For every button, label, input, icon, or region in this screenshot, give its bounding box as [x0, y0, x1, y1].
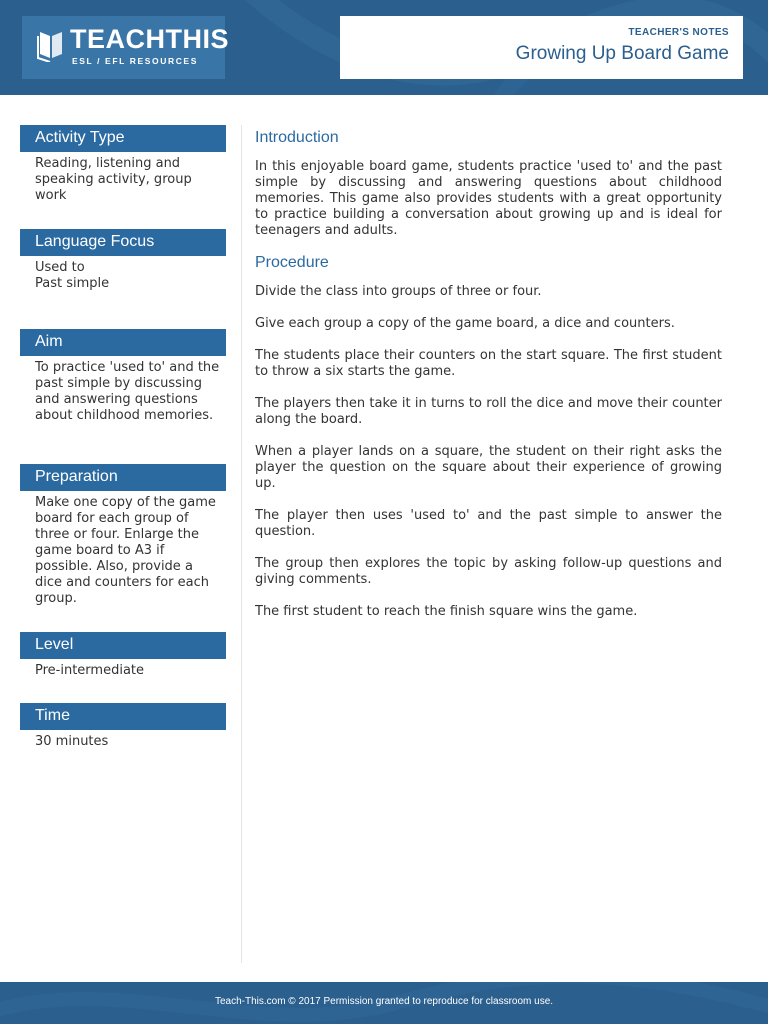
activity-type-section: [20, 125, 226, 229]
preparation-section: [20, 464, 226, 632]
section-heading: Level: [20, 632, 226, 659]
book-icon: [36, 28, 66, 62]
procedure-step: The students place their counters on the start square. The first student to throw a six starts the game.: [255, 348, 722, 379]
copyright-notice: Teach-This.com © 2017 Permission granted to reproduce for classroom use.: [214, 996, 554, 1007]
procedure-step: Give each group a copy of the game board, a dice and counters.: [255, 316, 675, 331]
introduction-heading: Introduction: [255, 129, 339, 146]
procedure-step: The player then uses 'used to' and the past simple to answer the question.: [255, 508, 722, 539]
section-heading: Activity Type: [20, 125, 226, 152]
list-item: Past simple: [35, 276, 110, 291]
title-panel: [340, 16, 743, 79]
section-list: [20, 256, 226, 329]
section-text: Make one copy of the game board for each group of three or four. Enlarge the game board to A3 if possible. Also, provide a dice and counters for each group.: [35, 495, 216, 606]
document-title: Growing Up Board Game: [515, 43, 729, 64]
aim-section: [20, 329, 226, 464]
section-text: To practice 'used to' and the past simple by discussing and answering questions about childhood memories.: [35, 360, 220, 423]
footer-banner: [0, 982, 768, 1024]
section-text: 30 minutes: [35, 734, 109, 749]
brand-logo[interactable]: [22, 16, 229, 79]
section-heading: Aim: [20, 329, 226, 356]
list-item: Used to: [35, 260, 85, 275]
column-divider: [241, 125, 242, 963]
level-section: [20, 632, 226, 703]
procedure-step: Divide the class into groups of three or four.: [255, 284, 542, 299]
language-focus-section: [20, 229, 226, 329]
main-content: [255, 129, 722, 636]
header-banner: [0, 0, 768, 95]
procedure-step: The first student to reach the finish square wins the game.: [255, 604, 638, 619]
procedure-step: The players then take it in turns to roll the dice and move their counter along the board.: [255, 396, 722, 427]
section-heading: Language Focus: [20, 229, 226, 256]
section-text: Pre-intermediate: [35, 663, 145, 678]
sidebar: [20, 125, 226, 750]
section-text: Reading, listening and speaking activity, group work: [35, 156, 192, 203]
introduction-text: In this enjoyable board game, students practice 'used to' and the past simple by discussing and answering questions about childhood memories. This game also provides students with a great opportunity to practice building a conversation about growing up and is ideal for teenagers and adults.: [255, 159, 722, 238]
section-heading: Preparation: [20, 464, 226, 491]
section-heading: Time: [20, 703, 226, 730]
procedure-heading: Procedure: [255, 254, 329, 271]
document-label: TEACHER'S NOTES: [628, 27, 729, 38]
procedure-step: The group then explores the topic by asking follow-up questions and giving comments.: [255, 556, 722, 587]
brand-tagline: ESL / EFL RESOURCES: [72, 56, 198, 66]
brand-name: TEACHTHIS: [70, 24, 229, 54]
procedure-step: When a player lands on a square, the student on their right asks the player the question on the square about their experience of growing up.: [255, 444, 722, 491]
time-section: [20, 703, 226, 750]
